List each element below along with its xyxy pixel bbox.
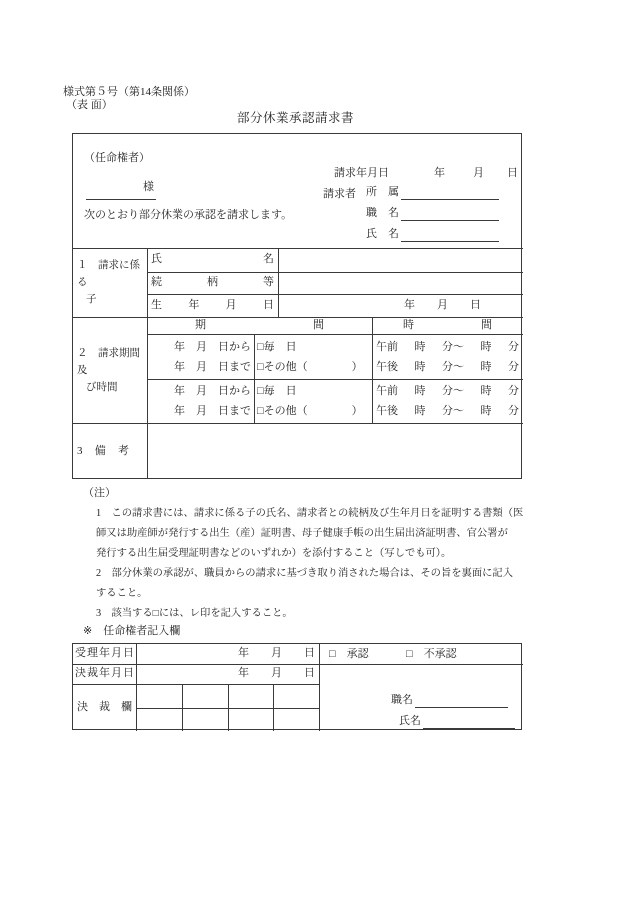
birthdate-label-cell xyxy=(147,294,278,317)
char: 分～ xyxy=(442,360,464,373)
position-label: 職 名 xyxy=(366,207,399,220)
period-dates-cell-2 xyxy=(147,379,254,423)
char: 間 xyxy=(313,318,324,331)
period-header-cell xyxy=(147,317,372,334)
char: 午前 xyxy=(376,340,398,353)
child-name-label-cell xyxy=(147,248,278,272)
char: 分 xyxy=(508,340,519,353)
affiliation-label: 所 属 xyxy=(366,186,399,199)
addressee-suffix: 様 xyxy=(143,181,154,193)
receipt-date-label-cell xyxy=(73,644,136,664)
section1-label-line1: １ 請求に係る xyxy=(77,260,140,288)
char: 日 xyxy=(262,298,274,311)
char: 時 xyxy=(414,405,426,417)
form-number: 様式第５号（第14条関係） xyxy=(63,86,195,98)
section2-label-line2: び時間 xyxy=(86,381,118,393)
char: 日 xyxy=(123,647,134,660)
char: 年 xyxy=(99,647,110,660)
char: 期 xyxy=(195,318,206,331)
appointer-entry-table xyxy=(72,643,522,730)
char: 理 xyxy=(87,647,98,660)
reference-mark: ※ xyxy=(83,625,93,637)
request-date-day: 日 xyxy=(507,167,518,179)
name-field xyxy=(366,228,499,242)
char: 裁 xyxy=(87,667,98,680)
everyday-checkbox-option: □毎 日 xyxy=(257,340,297,353)
approval-stamp-label-cell xyxy=(73,684,136,731)
char: 3 xyxy=(77,444,83,457)
note-line: すること。 xyxy=(96,588,148,599)
char: 氏 xyxy=(151,253,162,266)
divider xyxy=(319,644,320,731)
section2-label-cell xyxy=(73,317,147,423)
request-date-label: 請求年月日 xyxy=(334,167,389,179)
char: 受 xyxy=(75,647,86,660)
appointer-box-heading-text: 任命権者記入欄 xyxy=(103,625,181,637)
other-checkbox-option: □その他（ ） xyxy=(257,405,363,417)
char: 午後 xyxy=(376,405,398,417)
pm-time-row xyxy=(372,357,523,377)
period-from: 年 月 日から xyxy=(174,340,251,353)
char: 時 xyxy=(403,318,414,331)
period-dates-cell-1 xyxy=(147,334,254,379)
period-type-cell-2 xyxy=(254,379,372,423)
request-statement: 次のとおり部分休業の承認を請求します。 xyxy=(84,209,293,221)
birthdate-value-cell: 年 月 日 xyxy=(404,298,481,311)
disapprove-checkbox-option: □ 不承認 xyxy=(406,648,457,660)
time-cell-1 xyxy=(372,334,523,379)
am-time-row xyxy=(372,337,523,357)
char: 分 xyxy=(508,405,519,417)
char: 柄 xyxy=(207,276,218,289)
child-name-value-cell xyxy=(278,248,523,272)
appointer-label: （任命権者） xyxy=(84,152,150,164)
divider xyxy=(228,684,229,731)
char: 午前 xyxy=(376,385,398,397)
approve-checkbox-option: □ 承認 xyxy=(329,648,369,660)
approver-name-field xyxy=(399,715,515,729)
char: 分 xyxy=(508,360,519,373)
time-header-cell xyxy=(372,317,523,334)
everyday-checkbox-option: □毎 日 xyxy=(257,385,297,397)
decision-date-label-cell xyxy=(73,664,136,684)
char: 年 xyxy=(99,667,110,680)
decision-date-value-cell: 年 月 日 xyxy=(238,667,315,680)
section3-label-cell xyxy=(77,423,129,480)
char: 分 xyxy=(508,385,519,397)
char: 名 xyxy=(263,253,274,266)
char: 時 xyxy=(480,360,492,373)
char: 時 xyxy=(480,405,492,417)
char: 分～ xyxy=(442,385,464,397)
approver-position-blank-line xyxy=(415,694,508,708)
divider xyxy=(273,684,274,731)
section1-label-cell xyxy=(73,248,147,317)
note-line: 2 部分休業の承認が、職員からの請求に基づき取り消された場合は、その旨を裏面に記入 xyxy=(96,568,514,579)
char: 裁 xyxy=(99,700,110,713)
char: 午後 xyxy=(376,360,398,373)
time-cell-2 xyxy=(372,379,523,423)
addressee-blank-field xyxy=(86,181,156,200)
note-line: 師又は助産師が発行する出生（産）証明書、母子健康手帳の出生届出済証明書、官公署が xyxy=(96,528,508,539)
char: 月 xyxy=(111,667,122,680)
section2-label-line1: ２ 請求期間及 xyxy=(77,347,140,376)
char: 考 xyxy=(118,444,129,457)
period-to: 年 月 日まで xyxy=(174,405,251,417)
char: 備 xyxy=(94,444,106,457)
char: 時 xyxy=(414,360,426,373)
approver-name-blank-line xyxy=(423,715,515,729)
remarks-value-cell xyxy=(147,423,523,480)
char: 分～ xyxy=(442,340,464,353)
position-field xyxy=(366,207,499,221)
am-time-row xyxy=(372,381,523,401)
requester-label: 請求者 xyxy=(323,188,356,200)
period-from: 年 月 日から xyxy=(174,385,251,397)
section1-label-line2: 子 xyxy=(86,294,97,305)
char: 間 xyxy=(481,318,492,331)
notes-heading: （注） xyxy=(83,487,116,499)
other-checkbox-option: □その他（ ） xyxy=(257,360,363,373)
char: 時 xyxy=(480,340,492,353)
period-type-cell-1 xyxy=(254,334,372,379)
affiliation-field xyxy=(366,186,499,200)
approver-name-label: 氏名 xyxy=(399,715,421,728)
name-label: 氏 名 xyxy=(366,228,399,241)
approver-position-label: 職名 xyxy=(391,694,413,707)
affiliation-blank-line xyxy=(401,186,499,200)
name-blank-line xyxy=(401,228,499,242)
char: 時 xyxy=(480,385,492,397)
approver-position-field xyxy=(391,694,508,708)
char: 時 xyxy=(414,385,426,397)
request-date-year: 年 xyxy=(434,167,445,179)
char: 月 xyxy=(111,647,122,660)
relation-value-cell xyxy=(278,272,523,294)
note-line: 発行する出生届受理証明書などのいずれか）を添付すること（写しでも可）。 xyxy=(96,548,452,559)
main-form-table xyxy=(72,133,522,479)
pm-time-row xyxy=(372,401,523,421)
char: 日 xyxy=(123,667,134,680)
relation-label-cell xyxy=(147,272,278,294)
note-line: 1 この請求書には、請求に係る子の氏名、請求者との続柄及び生年月日を証明する書類（医 xyxy=(96,508,524,519)
period-to: 年 月 日まで xyxy=(174,360,251,373)
char: 生 xyxy=(151,298,162,311)
request-date-month: 月 xyxy=(473,167,484,179)
form-title: 部分休業承認請求書 xyxy=(237,111,355,125)
char: 年 xyxy=(188,298,200,311)
char: 決 xyxy=(77,700,88,713)
position-blank-line xyxy=(401,207,499,221)
char: 決 xyxy=(75,667,86,680)
char: 月 xyxy=(225,298,237,311)
char: 続 xyxy=(151,276,162,289)
char: 等 xyxy=(263,276,274,289)
side-label: （表 面） xyxy=(66,99,113,111)
char: 分～ xyxy=(442,405,464,417)
char: 時 xyxy=(414,340,426,353)
divider xyxy=(182,684,183,731)
receipt-date-value-cell: 年 月 日 xyxy=(238,647,315,660)
char: 欄 xyxy=(121,700,132,713)
appointer-box-heading xyxy=(83,625,180,639)
note-line: 3 該当する□には、レ印を記入すること。 xyxy=(96,608,293,619)
